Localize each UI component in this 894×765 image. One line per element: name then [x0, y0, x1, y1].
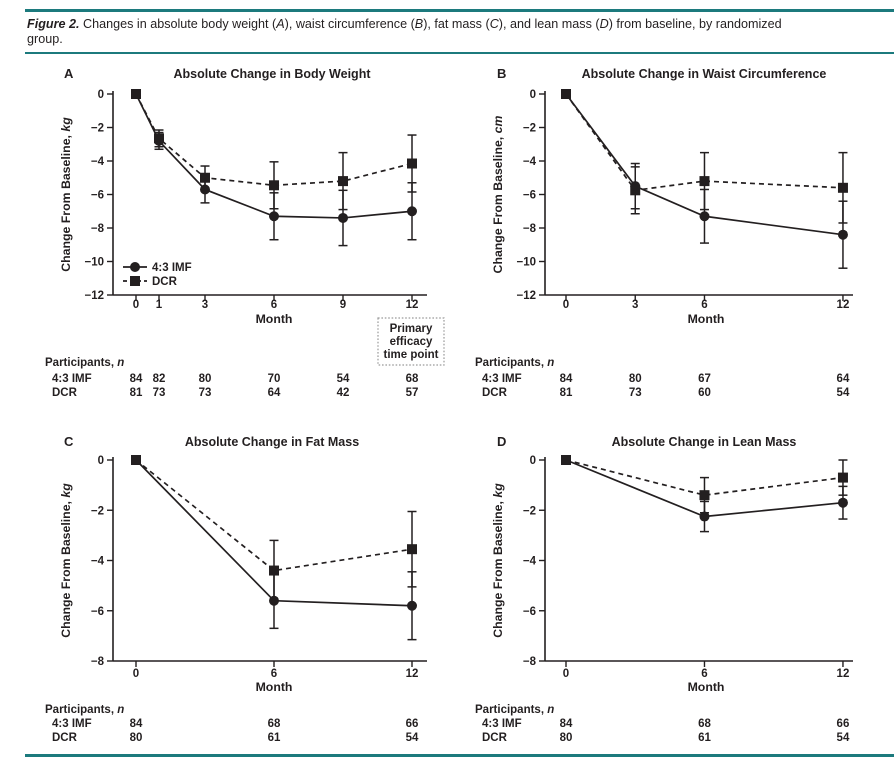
data-point-circle [561, 455, 571, 465]
data-point-circle [338, 213, 348, 223]
y-tick-label: −8 [90, 223, 104, 235]
data-point-circle [407, 601, 417, 611]
participants-count: 54 [405, 732, 419, 744]
participants-count: 70 [267, 373, 281, 385]
y-tick-label: −4 [522, 555, 536, 568]
participants-count: 64 [836, 373, 850, 385]
y-tick-label: −2 [90, 505, 104, 518]
y-tick-label: −4 [522, 156, 536, 168]
participants-count: 81 [559, 387, 573, 399]
panel-letter: B [497, 66, 507, 81]
panel-b [475, 66, 853, 399]
caption-segment: B [414, 17, 424, 31]
participants-count: 80 [129, 732, 143, 744]
caption-segment: A [276, 17, 285, 31]
x-tick-label: 6 [270, 668, 278, 680]
x-axis-label: Month [255, 680, 293, 694]
data-point-square [338, 176, 348, 186]
x-tick-label: 12 [405, 668, 419, 680]
y-tick-label: 0 [97, 455, 104, 467]
participants-count: 66 [836, 718, 850, 730]
y-tick-label: −12 [84, 290, 104, 302]
y-tick-label: −6 [522, 189, 536, 202]
x-tick-label: 1 [155, 299, 163, 311]
participants-table [45, 357, 419, 399]
efficacy-note-line: efficacy [389, 336, 433, 348]
participants-header: Participants, n [475, 357, 555, 369]
participants-count: 73 [198, 387, 212, 399]
data-point-circle [131, 455, 141, 465]
data-point-circle [699, 211, 709, 221]
data-point-circle [269, 596, 279, 606]
y-tick-label: −6 [522, 605, 536, 618]
participants-count: 57 [405, 387, 419, 399]
data-point-circle [630, 181, 640, 191]
y-tick-label: 0 [529, 455, 536, 467]
participants-header: Participants, n [45, 704, 125, 716]
participants-header: Participants, n [475, 704, 555, 716]
participants-table [475, 704, 850, 744]
x-axis-label: Month [687, 680, 725, 694]
participants-count: 81 [129, 387, 143, 399]
x-tick-label: 3 [632, 299, 639, 311]
x-axis-label: Month [255, 312, 293, 326]
participants-count: 61 [267, 732, 281, 744]
caption-segment: group. [27, 31, 63, 46]
data-point-square [838, 183, 848, 193]
participants-count: 84 [129, 718, 143, 730]
participants-count: 84 [559, 373, 573, 385]
data-point-circle [154, 136, 164, 146]
y-axis-label: Change From Baseline, cm [491, 115, 505, 274]
figure-label: Figure 2. [27, 17, 80, 31]
legend-label: 4:3 IMF [152, 262, 192, 275]
participants-count: 84 [129, 373, 143, 385]
x-tick-label: 6 [701, 299, 708, 311]
participants-row-label: DCR [52, 387, 77, 399]
y-tick-label: −2 [90, 122, 104, 135]
x-tick-label: 0 [132, 299, 140, 311]
legend-marker-circle [130, 262, 140, 272]
participants-count: 54 [336, 373, 350, 385]
participants-row-label: 4:3 IMF [482, 373, 522, 385]
caption-segment: C [489, 17, 499, 31]
participants-count: 60 [698, 387, 711, 399]
y-tick-label: −4 [90, 555, 104, 568]
y-tick-label: −4 [90, 156, 104, 168]
chart-title: Absolute Change in Body Weight [173, 67, 371, 81]
caption-segment: Changes in absolute body weight ( [79, 17, 277, 31]
panel-c [45, 434, 427, 744]
participants-header: Participants, n [45, 357, 125, 369]
x-tick-label: 6 [701, 668, 708, 680]
x-tick-label: 9 [339, 299, 347, 311]
y-tick-label: −10 [84, 256, 104, 269]
legend [123, 262, 192, 288]
data-point-square [407, 159, 417, 169]
x-tick-label: 0 [132, 668, 140, 680]
x-tick-label: 12 [836, 668, 850, 680]
x-tick-label: 12 [405, 299, 419, 311]
series-dcr [131, 89, 417, 210]
data-point-square [269, 180, 279, 190]
participants-table [475, 357, 850, 399]
data-point-circle [200, 184, 210, 194]
y-tick-label: −12 [516, 290, 536, 302]
data-point-circle [561, 89, 571, 99]
participants-table [45, 704, 419, 744]
participants-count: 64 [267, 387, 281, 399]
participants-count: 68 [267, 718, 281, 730]
data-point-circle [699, 512, 709, 522]
caption-segment: ), and lean mass ( [498, 17, 600, 31]
x-tick-label: 0 [562, 299, 570, 311]
participants-row-label: 4:3 IMF [482, 718, 522, 730]
legend-marker-square [130, 276, 140, 286]
data-point-circle [407, 206, 417, 216]
y-tick-label: −6 [90, 189, 104, 202]
x-axis-label: Month [687, 312, 725, 326]
participants-count: 68 [698, 718, 711, 730]
y-axis-label: Change From Baseline, kg [59, 483, 73, 638]
participants-row-label: DCR [482, 732, 507, 744]
legend-label: DCR [152, 276, 177, 289]
chart-title: Absolute Change in Fat Mass [184, 435, 360, 449]
x-tick-label: 3 [201, 299, 209, 311]
participants-count: 80 [628, 373, 642, 385]
participants-count: 80 [198, 373, 212, 385]
y-tick-label: −8 [522, 656, 536, 668]
y-axis-label: Change From Baseline, kg [491, 483, 505, 638]
y-axis-label: Change From Baseline, kg [59, 117, 73, 272]
participants-row-label: DCR [52, 732, 77, 744]
efficacy-note-line: time point [383, 349, 439, 361]
participants-count: 80 [559, 732, 573, 744]
participants-count: 82 [152, 373, 166, 385]
caption-segment: D [599, 17, 609, 31]
data-point-square [407, 544, 417, 554]
x-tick-label: 0 [562, 668, 570, 680]
panel-d [475, 434, 853, 744]
y-tick-label: −8 [522, 223, 536, 235]
panel-letter: A [64, 66, 74, 81]
participants-count: 66 [405, 718, 419, 730]
y-tick-label: −6 [90, 605, 104, 618]
y-tick-label: −8 [90, 656, 104, 668]
participants-count: 68 [405, 373, 419, 385]
data-point-square [699, 176, 709, 186]
participants-count: 54 [836, 387, 850, 399]
participants-count: 73 [152, 387, 166, 399]
caption-segment: ), waist circumference ( [284, 17, 415, 31]
participants-row-label: 4:3 IMF [52, 718, 92, 730]
participants-row-label: DCR [482, 387, 507, 399]
x-tick-label: 6 [270, 299, 278, 311]
data-point-circle [131, 89, 141, 99]
participants-count: 61 [698, 732, 711, 744]
bottom-rule [25, 754, 894, 757]
primary-efficacy-note [378, 318, 444, 365]
panel-letter: C [64, 434, 74, 449]
participants-row-label: 4:3 IMF [52, 373, 92, 385]
data-point-square [699, 490, 709, 500]
data-point-circle [838, 230, 848, 240]
chart-title: Absolute Change in Lean Mass [611, 435, 797, 449]
data-point-square [838, 473, 848, 483]
panel-letter: D [497, 434, 507, 449]
x-tick-label: 12 [836, 299, 850, 311]
y-tick-label: −2 [522, 122, 536, 135]
panel-a [45, 66, 444, 399]
participants-count: 42 [336, 387, 350, 399]
y-tick-label: 0 [97, 89, 104, 101]
y-tick-label: 0 [529, 89, 536, 101]
caption-segment: ), fat mass ( [423, 17, 490, 31]
efficacy-note-line: Primary [389, 323, 433, 335]
y-tick-label: −2 [522, 505, 536, 518]
caption-segment: ) from baseline, by randomized [608, 17, 782, 31]
y-tick-label: −10 [516, 256, 536, 269]
participants-count: 67 [698, 373, 711, 385]
participants-count: 73 [628, 387, 642, 399]
data-point-circle [269, 211, 279, 221]
data-point-circle [838, 498, 848, 508]
chart-title: Absolute Change in Waist Circumference [581, 67, 827, 81]
participants-count: 54 [836, 732, 850, 744]
participants-count: 84 [559, 718, 573, 730]
